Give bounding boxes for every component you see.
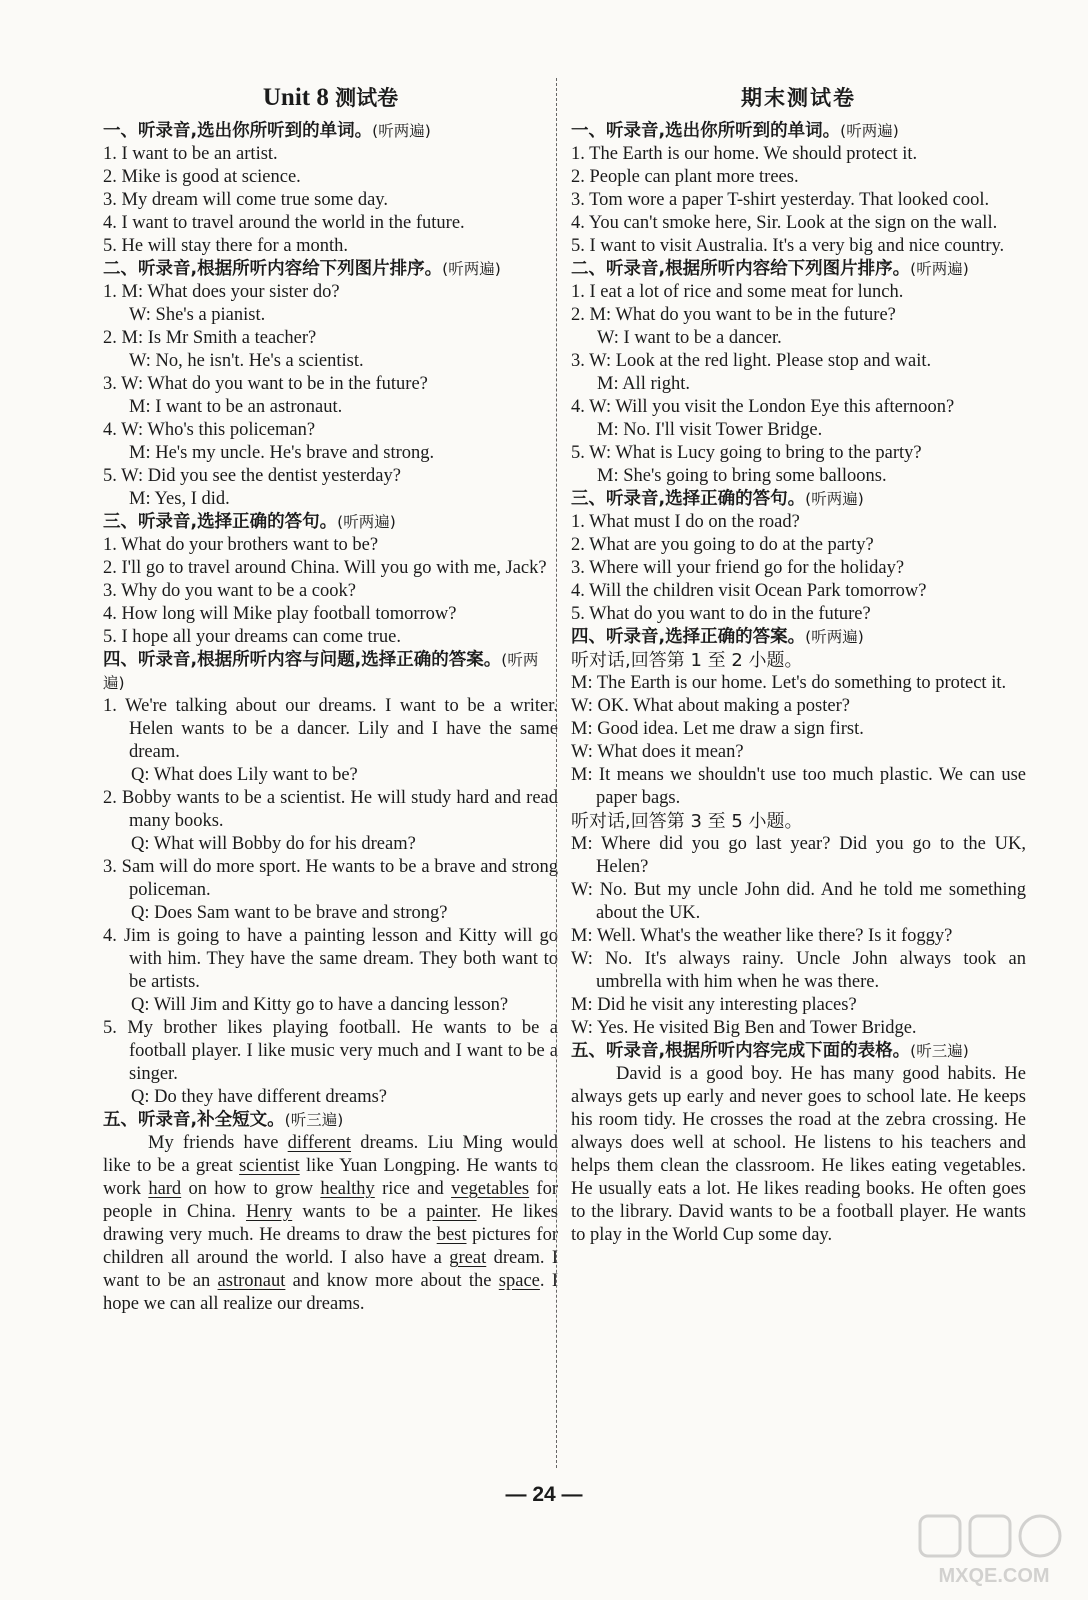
passage-item: 2. Bobby wants to be a scientist. He will study hard and read many books. (103, 788, 558, 831)
section-heading: 二、听录音,根据所听内容给下列图片排序。(听两遍) (571, 259, 969, 279)
dialog-line: M: Did he visit any interesting places? (571, 995, 857, 1015)
question-item: 1. What do your brothers want to be? (103, 535, 379, 555)
passage-item: 3. Sam will do more sport. He wants to be a brave and strong policeman. (103, 857, 558, 900)
question-line: Q: What will Bobby do for his dream? (131, 834, 416, 854)
section-heading: 四、听录音,根据所听内容与问题,选择正确的答案。(听两遍) (103, 650, 539, 692)
passage-item: 1. We're talking about our dreams. I want to be a writer. Helen wants to be a dancer. Lily and I have the same dream. (103, 696, 558, 762)
passage-item: 5. My brother likes playing football. He wants to be a football player. I like music very much and I want to be a singer. (103, 1018, 558, 1084)
dialog-line: W: No. It's always rainy. Uncle John always took an umbrella with him when he was there. (571, 949, 1026, 992)
watermark-text: MXQE.COM (938, 1565, 1050, 1587)
dialog-line: W: OK. What about making a poster? (571, 696, 850, 716)
question-item: 4. I want to travel around the world in the future. (103, 213, 465, 233)
answer-word: different (287, 1133, 352, 1153)
question-line: Q: Does Sam want to be brave and strong? (131, 903, 448, 923)
question-item: 3. Where will your friend go for the holiday? (571, 558, 905, 578)
column-divider (556, 78, 557, 1468)
question-item: 2. Mike is good at science. (103, 167, 301, 187)
question-item: 4. Will the children visit Ocean Park tomorrow? (571, 581, 927, 601)
section-heading: 五、听录音,根据所听内容完成下面的表格。(听三遍) (571, 1041, 969, 1061)
dialog-line: 5. W: Did you see the dentist yesterday? (103, 466, 401, 486)
dialog-line: 2. M: Is Mr Smith a teacher? (103, 328, 317, 348)
dialog-line: W: What does it mean? (571, 742, 744, 762)
question-item: 2. What are you going to do at the party? (571, 535, 874, 555)
question-item: 4. How long will Mike play football tomorrow? (103, 604, 457, 624)
answer-word: painter (426, 1202, 477, 1222)
section-heading: 二、听录音,根据所听内容给下列图片排序。(听两遍) (103, 259, 501, 279)
question-item: 1. The Earth is our home. We should protect it. (571, 144, 918, 164)
dialog-line: 3. W: Look at the red light. Please stop and wait. (571, 351, 932, 371)
question-item: 5. He will stay there for a month. (103, 236, 349, 256)
question-line: Q: What does Lily want to be? (131, 765, 358, 785)
dialog-line: M: No. I'll visit Tower Bridge. (597, 420, 823, 440)
answer-word: vegetables (451, 1179, 530, 1199)
watermark-icon (914, 1512, 1074, 1590)
question-item: 5. I hope all your dreams can come true. (103, 627, 401, 647)
answer-word: astronaut (217, 1271, 286, 1291)
dialog-line: W: No. But my uncle John did. And he told me something about the UK. (571, 880, 1026, 923)
section-heading: 一、听录音,选出你所听到的单词。(听两遍) (103, 121, 431, 141)
answer-word: scientist (239, 1156, 300, 1176)
section-heading: 四、听录音,选择正确的答案。(听两遍) (571, 627, 864, 647)
dialog-line: M: Well. What's the weather like there? Is it foggy? (571, 926, 953, 946)
dialog-instruction: 听对话,回答第 3 至 5 小题。 (571, 811, 803, 832)
dialog-line: M: The Earth is our home. Let's do something to protect it. (571, 673, 1007, 693)
section-heading: 五、听录音,补全短文。(听三遍) (103, 1110, 344, 1130)
answer-word: best (436, 1225, 467, 1245)
dialog-line: M: He's my uncle. He's brave and strong. (129, 443, 435, 463)
passage-item: 4. Jim is going to have a painting lesson and Kitty will go with him. They have the same dream. They both want to be artists. (103, 926, 558, 992)
dialog-line: W: She's a pianist. (129, 305, 266, 325)
section-heading: 一、听录音,选出你所听到的单词。(听两遍) (571, 121, 899, 141)
section-heading: 三、听录音,选择正确的答句。(听两遍) (571, 489, 864, 509)
question-item: 3. Tom wore a paper T-shirt yesterday. That looked cool. (571, 190, 990, 210)
final-test-title: 期末测试卷 (741, 86, 856, 110)
dialog-line: 4. W: Who's this policeman? (103, 420, 316, 440)
dialog-line: 3. W: What do you want to be in the future? (103, 374, 428, 394)
cloze-passage: My friends have different dreams. Liu Ming would like to be a great scientist like Yuan Longping. He wants to work hard on how to grow healthy rice and vegetables for people in China. Henry wants to be a painter. He likes drawing very much. He dreams to draw the best pictures for children all around the world. I also have a great dream. I want to be an astronaut and know more about the space. I hope we can all realize our dreams. (103, 1133, 559, 1314)
answer-word: hard (148, 1179, 182, 1199)
question-item: 2. People can plant more trees. (571, 167, 799, 187)
dialog-line: M: Where did you go last year? Did you go to the UK, Helen? (571, 834, 1026, 877)
question-item: 1. I want to be an artist. (103, 144, 278, 164)
question-line: Q: Do they have different dreams? (131, 1087, 387, 1107)
dialog-line: M: Good idea. Let me draw a sign first. (571, 719, 864, 739)
right-column (571, 78, 1026, 1247)
dialog-line: M: Yes, I did. (129, 489, 230, 509)
answer-word: healthy (320, 1179, 375, 1199)
dialog-instruction: 听对话,回答第 1 至 2 小题。 (571, 650, 803, 671)
dialog-line: M: She's going to bring some balloons. (597, 466, 887, 486)
question-item: 1. What must I do on the road? (571, 512, 800, 532)
question-item: 5. I want to visit Australia. It's a very big and nice country. (571, 236, 1005, 256)
question-item: 2. I'll go to travel around China. Will you go with me, Jack? (103, 558, 547, 578)
dialog-line: M: It means we shouldn't use too much plastic. We can use paper bags. (571, 765, 1026, 808)
answer-word: great (449, 1248, 487, 1268)
page-number: — 24 — (505, 1483, 583, 1506)
answer-word: space (498, 1271, 540, 1291)
answer-word: Henry (245, 1202, 293, 1222)
question-item: 3. My dream will come true some day. (103, 190, 388, 210)
dialog-line: M: All right. (597, 374, 691, 394)
question-item: 3. Why do you want to be a cook? (103, 581, 356, 601)
dialog-line: 1. M: What does your sister do? (103, 282, 340, 302)
section-heading: 三、听录音,选择正确的答句。(听两遍) (103, 512, 396, 532)
dialog-line: 2. M: What do you want to be in the future? (571, 305, 896, 325)
dialog-line: W: I want to be a dancer. (597, 328, 782, 348)
dialog-line: 5. W: What is Lucy going to bring to the party? (571, 443, 922, 463)
left-column (103, 78, 558, 1316)
question-item: 1. I eat a lot of rice and some meat for lunch. (571, 282, 904, 302)
listening-passage: David is a good boy. He has many good habits. He always gets up early and never goes to school late. He keeps his room tidy. He crosses the road at the zebra crossing. He always does well at school. He listens to his teachers and helps them clean the classroom. He likes eating vegetables. He usually eats a lot. He likes reading books. He often goes to the library. David wants to be a football player. He wants to play in the World Cup some day. (571, 1064, 1026, 1245)
watermark-logo (914, 1512, 1074, 1590)
dialog-line: W: No, he isn't. He's a scientist. (129, 351, 364, 371)
unit8-title: Unit 8 测试卷 (262, 84, 399, 111)
dialog-line: 4. W: Will you visit the London Eye this afternoon? (571, 397, 955, 417)
question-item: 4. You can't smoke here, Sir. Look at the sign on the wall. (571, 213, 998, 233)
question-item: 5. What do you want to do in the future? (571, 604, 871, 624)
question-line: Q: Will Jim and Kitty go to have a dancing lesson? (131, 995, 509, 1015)
dialog-line: M: I want to be an astronaut. (129, 397, 343, 417)
dialog-line: W: Yes. He visited Big Ben and Tower Bridge. (571, 1018, 917, 1038)
